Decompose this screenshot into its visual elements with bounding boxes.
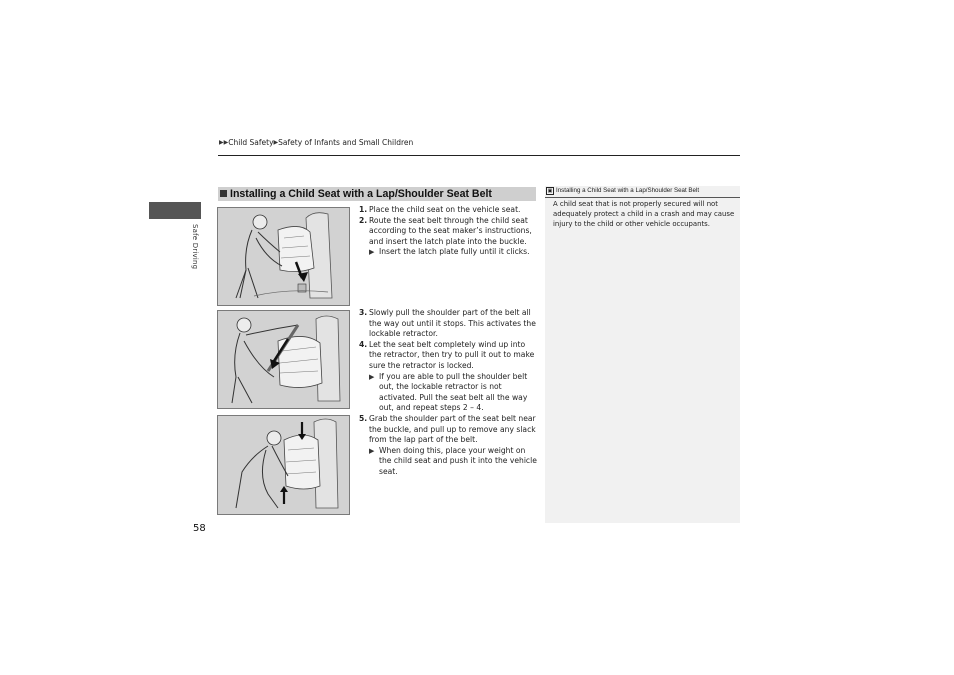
arrow-right-icon: ▶ xyxy=(369,248,375,257)
step-3: 3. Slowly pull the shoulder part of the belt all the way out until it stops. This activates the lockable retractor. xyxy=(359,308,536,339)
step-5: 5. Grab the shoulder part of the seat belt near the buckle, and pull up to remove any slack from the lap part of the belt. xyxy=(359,414,536,445)
illustration-pull-shoulder-belt xyxy=(218,311,349,408)
step-1: 1. Place the child seat on the vehicle seat. xyxy=(359,205,521,214)
heading-square-icon xyxy=(220,190,227,197)
step-5-note: ▶ When doing this, place your weight on the child seat and push it into the vehicle seat. xyxy=(369,445,537,476)
section-heading xyxy=(218,187,536,201)
side-tab[interactable] xyxy=(149,202,201,219)
illustration-remove-slack xyxy=(218,416,349,514)
step-4: 4. Let the seat belt completely wind up into the retractor, then try to pull it out to make sure the retractor is locked. xyxy=(359,339,535,370)
breadcrumb-arrow-icon: ▶ xyxy=(273,139,279,146)
breadcrumb-item-child-safety[interactable]: Child Safety xyxy=(228,138,274,147)
side-note xyxy=(545,186,740,523)
side-note-body: A child seat that is not properly secured will not adequately protect a child in a crash and may cause injury to the child or other vehicle occupants. xyxy=(553,200,735,228)
reference-icon: ▣ xyxy=(547,188,553,194)
steps-group-3 xyxy=(359,414,537,478)
header-rule xyxy=(218,155,740,156)
arrow-right-icon: ▶ xyxy=(369,446,375,455)
side-tab-label: Safe Driving xyxy=(191,224,199,270)
step-2-note: ▶ Insert the latch plate fully until it clicks. xyxy=(369,247,530,257)
breadcrumb xyxy=(219,138,413,147)
figure-place-child-seat xyxy=(217,207,350,306)
figure-pull-shoulder-belt xyxy=(217,310,350,409)
page-number: 58 xyxy=(193,523,206,534)
arrow-right-icon: ▶ xyxy=(369,372,375,381)
step-2: 2. Route the seat belt through the child seat according to the seat maker’s instructions, and insert the latch plate into the buckle. xyxy=(359,215,532,246)
side-note-title[interactable]: ▣ Installing a Child Seat with a Lap/Shoulder Seat Belt xyxy=(545,186,740,198)
breadcrumb-arrow-icon: ▶▶ xyxy=(219,139,229,146)
step-4-note: ▶ If you are able to pull the shoulder belt out, the lockable retractor is not activated. Pull the seat belt all the way out, and repeat steps 2 – 4. xyxy=(369,371,528,413)
breadcrumb-item-safety-infants[interactable]: Safety of Infants and Small Children xyxy=(278,138,414,147)
steps-group-2 xyxy=(359,308,537,414)
illustration-place-child-seat xyxy=(218,208,349,305)
section-heading-text: Installing a Child Seat with a Lap/Shoulder Seat Belt xyxy=(230,188,492,200)
steps-group-1 xyxy=(359,205,537,258)
figure-remove-slack xyxy=(217,415,350,515)
